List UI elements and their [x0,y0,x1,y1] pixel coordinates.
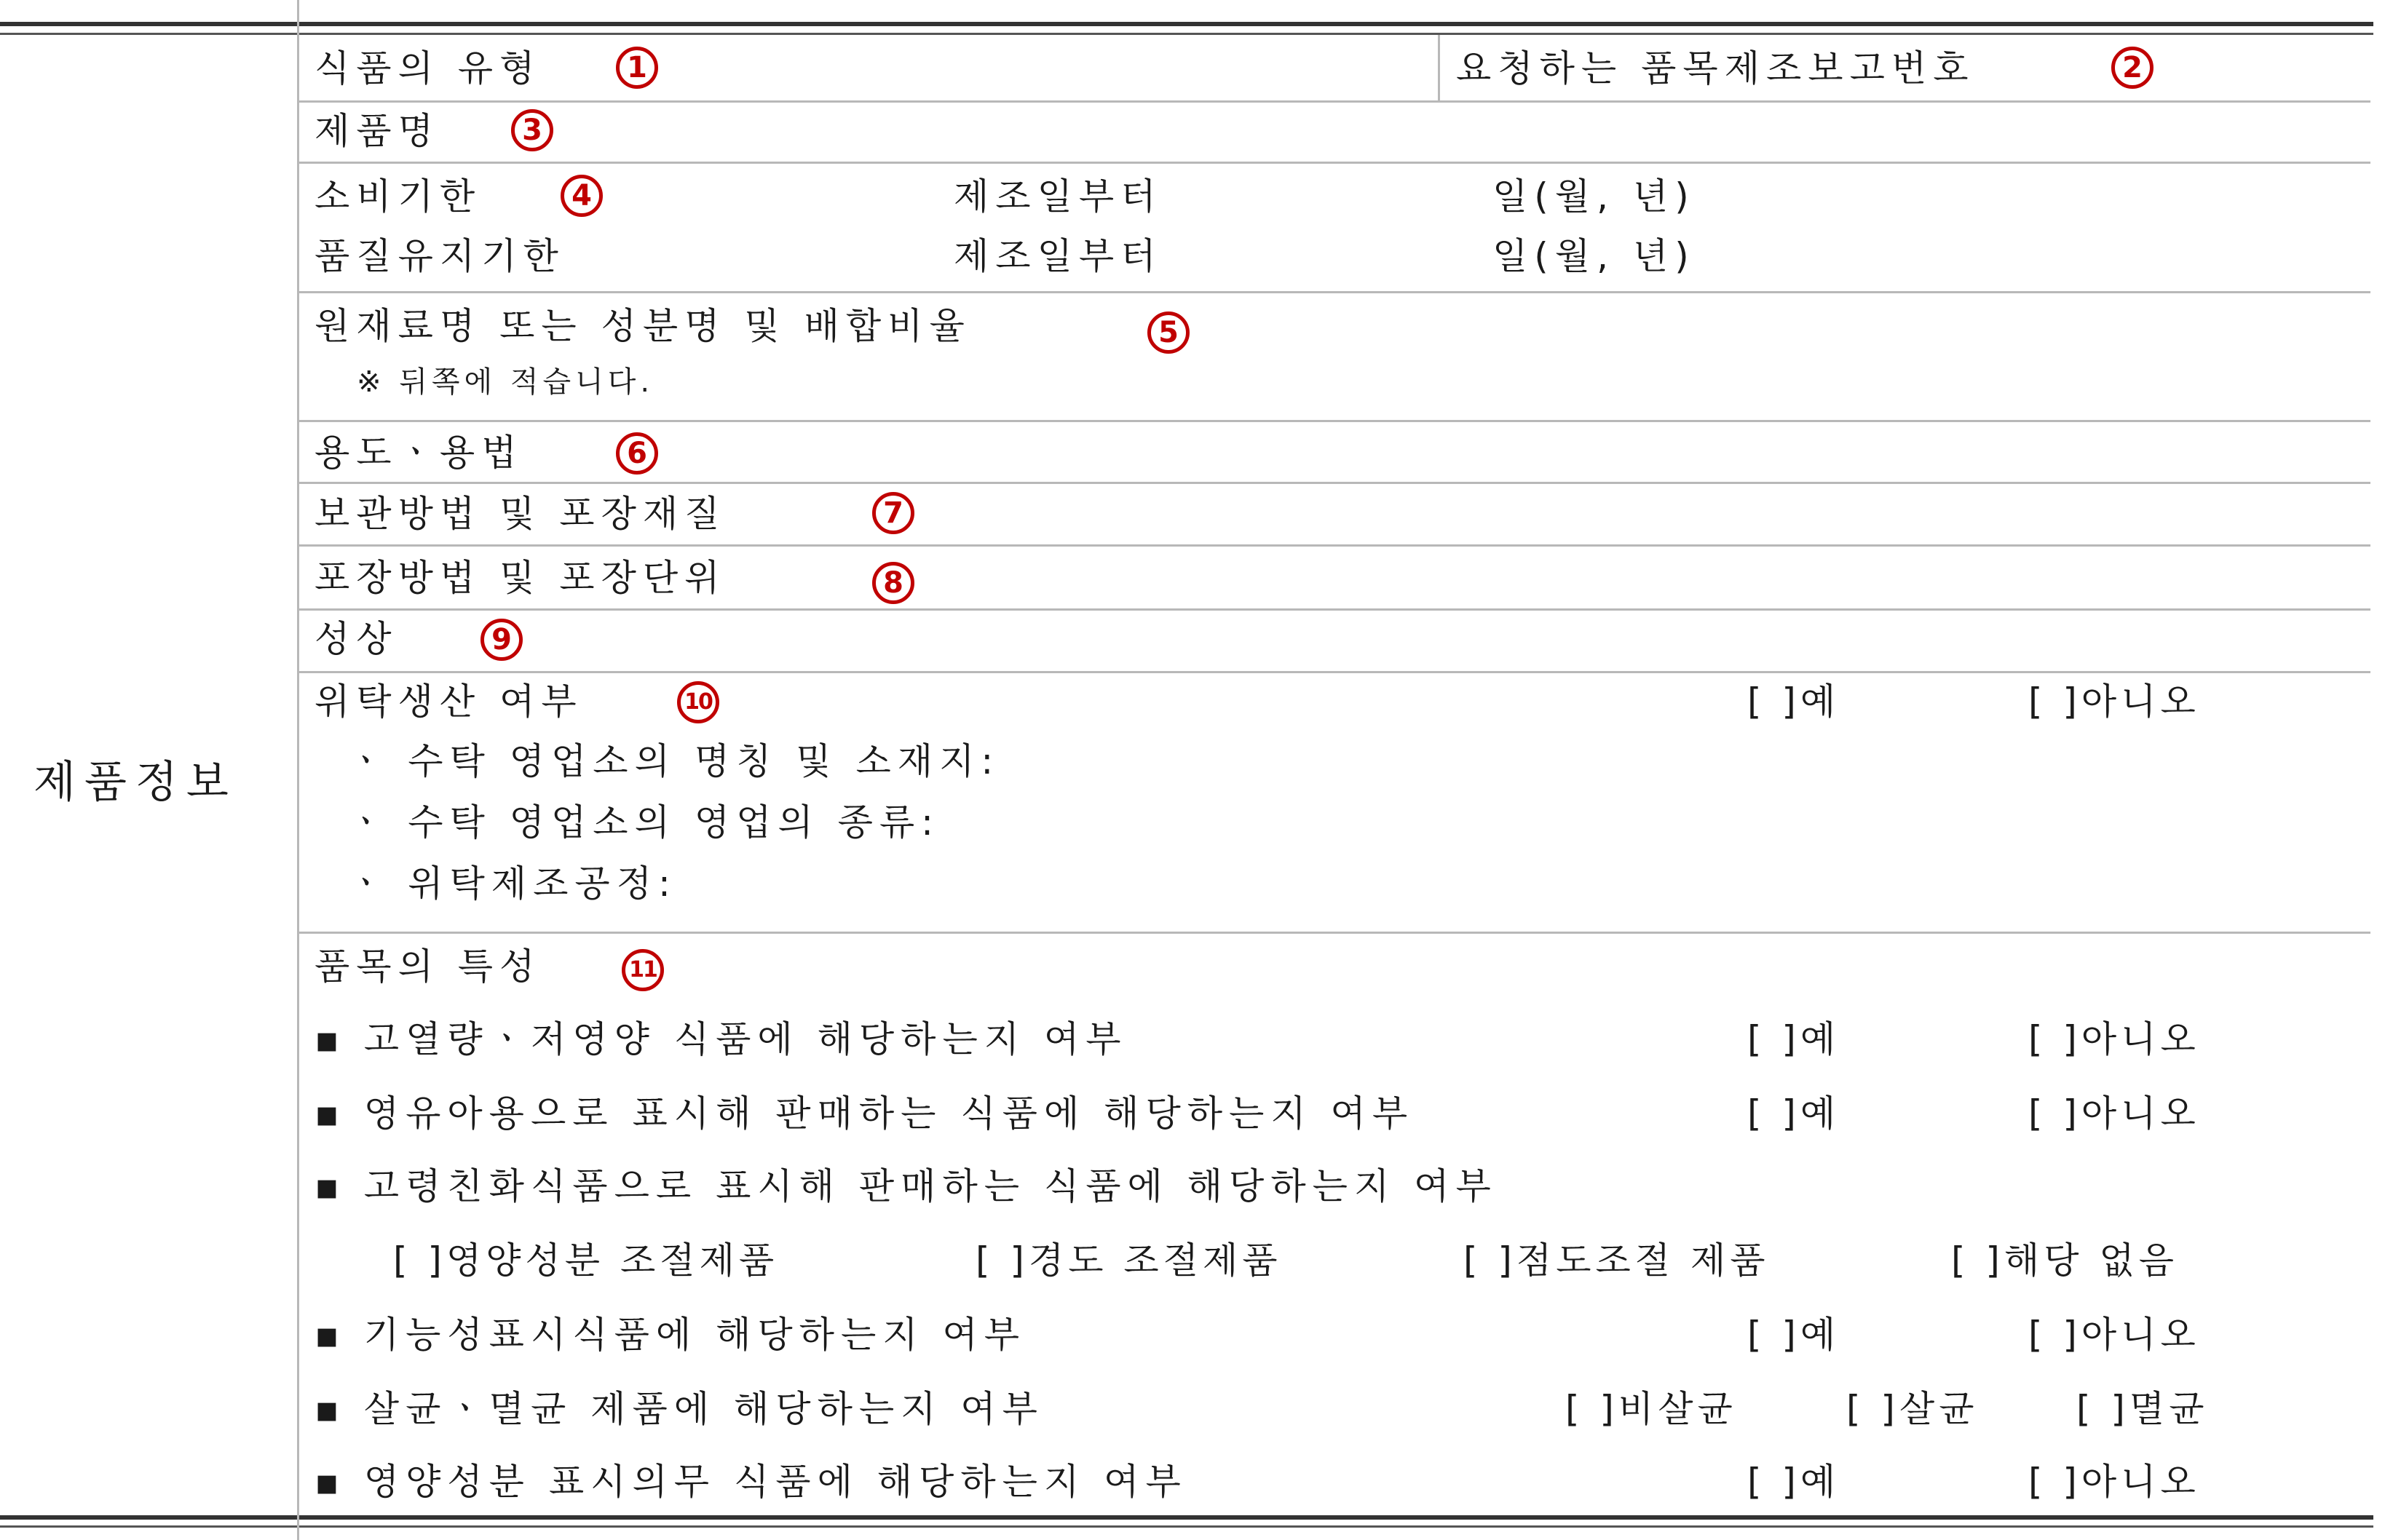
characteristic-item: ▪ 기능성표시식품에 해당하는지 여부 [315,1314,1027,1356]
bottom-border-thin [0,1525,2373,1528]
left-column-divider [297,0,299,1540]
badge-1: 1 [616,47,658,89]
consignment-label: 위탁생산 여부 [315,680,583,723]
top-border-thick [0,22,2373,26]
row-divider [298,100,2370,103]
consignment-yes-checkbox[interactable]: [ ]예 [1747,680,1840,723]
row-divider [298,162,2370,164]
functional-yes-checkbox[interactable]: [ ]예 [1747,1314,1840,1356]
quality-period-label: 품질유지기한 [315,235,565,277]
report-number-label: 요청하는 품목제조보고번호 [1456,47,1975,90]
quality-from-text: 제조일부터 [954,235,1163,277]
ingredients-note: ※ 뒤쪽에 적습니다. [357,365,654,399]
badge-9: 9 [480,619,523,661]
senior-none-checkbox[interactable]: [ ]해당 없음 [1951,1239,2179,1282]
header-cell-divider [1438,35,1440,102]
high-calorie-yes-checkbox[interactable]: [ ]예 [1747,1018,1840,1060]
badge-6: 6 [616,432,658,475]
infant-no-checkbox[interactable]: [ ]아니오 [2028,1092,2200,1135]
product-name-label: 제품명 [315,110,440,152]
row-divider [298,608,2370,611]
consumption-unit-text: 일(월, 년) [1492,175,1696,218]
consumption-period-label: 소비기한 [315,175,482,218]
storage-label: 보관방법 및 포장재질 [315,493,727,535]
senior-nutrient-checkbox[interactable]: [ ]영양성분 조절제품 [393,1239,779,1282]
consumption-from-text: 제조일부터 [954,175,1163,218]
non-sterilized-checkbox[interactable]: [ ]비살균 [1565,1388,1737,1430]
senior-hardness-checkbox[interactable]: [ ]경도 조절제품 [976,1239,1282,1282]
consignment-bullet-location: ㆍ 수탁 영업소의 명칭 및 소재지: [348,740,1000,782]
consignment-bullet-business-type: ㆍ 수탁 영업소의 영업의 종류: [348,801,941,844]
ingredients-label: 원재료명 또는 성분명 및 배합비율 [315,305,971,347]
row-divider [298,544,2370,547]
consignment-bullet-process: ㆍ 위탁제조공정: [348,862,677,905]
badge-11: 11 [622,949,664,991]
bottom-border-thick [0,1515,2373,1520]
characteristic-item: ▪ 영양성분 표시의무 식품에 해당하는지 여부 [315,1461,1187,1503]
usage-label: 용도ㆍ용법 [315,432,523,474]
badge-7: 7 [872,492,914,534]
infant-yes-checkbox[interactable]: [ ]예 [1747,1092,1840,1135]
sterilized-checkbox[interactable]: [ ]살균 [1846,1388,1979,1430]
characteristic-item: ▪ 살균ㆍ멸균 제품에 해당하는지 여부 [315,1388,1044,1430]
quality-unit-text: 일(월, 년) [1492,235,1696,277]
characteristic-item: ▪ 영유아용으로 표시해 판매하는 식품에 해당하는지 여부 [315,1092,1415,1135]
row-divider [298,932,2370,934]
section-label: 제품정보 [33,757,237,808]
characteristic-item: ▪ 고열량ㆍ저영양 식품에 해당하는지 여부 [315,1018,1128,1060]
badge-4: 4 [561,175,603,217]
packaging-label: 포장방법 및 포장단위 [315,557,727,599]
food-type-label: 식품의 유형 [315,47,542,90]
badge-2: 2 [2111,47,2153,89]
row-divider [298,420,2370,422]
characteristic-item: ▪ 고령친화식품으로 표시해 판매하는 식품에 해당하는지 여부 [315,1165,1498,1207]
badge-5: 5 [1147,311,1190,354]
aseptic-checkbox[interactable]: [ ]멸균 [2076,1388,2209,1430]
row-divider [298,671,2370,673]
top-border-thin [0,33,2373,35]
functional-no-checkbox[interactable]: [ ]아니오 [2028,1314,2200,1356]
nutrition-label-no-checkbox[interactable]: [ ]아니오 [2028,1461,2200,1503]
badge-3: 3 [511,109,553,151]
appearance-label: 성상 [315,618,398,660]
row-divider [298,482,2370,484]
characteristics-label: 품목의 특성 [315,945,542,988]
high-calorie-no-checkbox[interactable]: [ ]아니오 [2028,1018,2200,1060]
consignment-no-checkbox[interactable]: [ ]아니오 [2028,680,2200,723]
badge-8: 8 [872,562,914,604]
nutrition-label-yes-checkbox[interactable]: [ ]예 [1747,1461,1840,1503]
row-divider [298,291,2370,293]
badge-10: 10 [677,681,719,723]
senior-viscosity-checkbox[interactable]: [ ]점도조절 제품 [1463,1239,1770,1282]
